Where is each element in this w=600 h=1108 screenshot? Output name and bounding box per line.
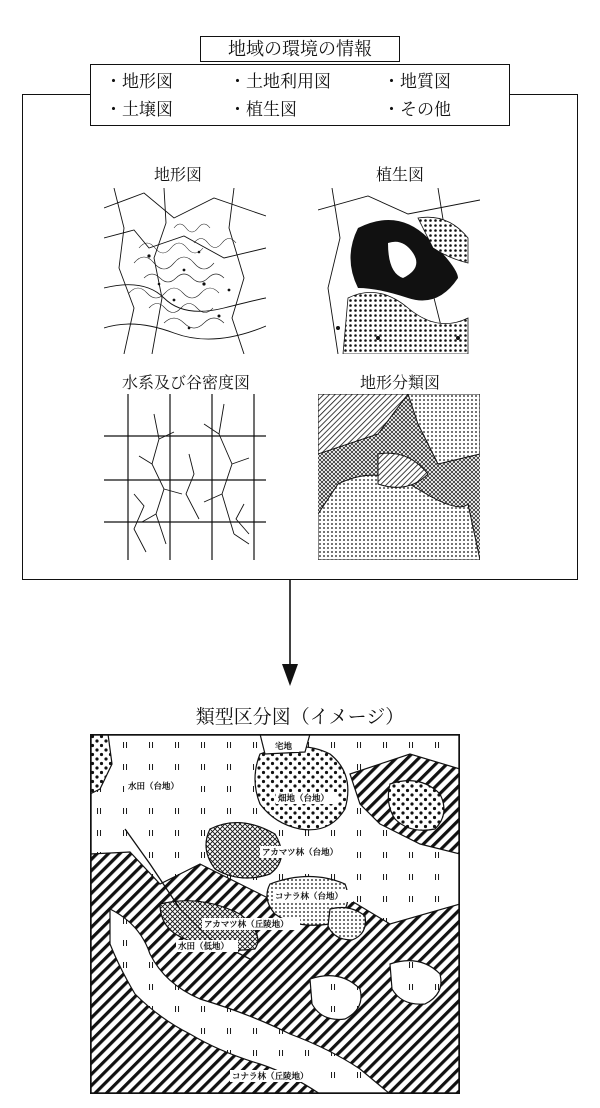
map-label-pine-hills (202, 918, 300, 930)
classification-map-title: 類型区分図（イメージ） (195, 706, 405, 728)
thumb-label-drainage: 水系及び谷密度図 (121, 373, 250, 392)
vegetation-map-thumbnail (318, 188, 480, 354)
map-label-field-plateau (276, 792, 338, 804)
map-label-konara-plateau-text: コナラ林（台地） (275, 892, 344, 902)
drainage-density-map-thumbnail (104, 394, 266, 560)
topographic-map-thumbnail (104, 188, 266, 354)
landform-classification-map-thumbnail (318, 394, 480, 560)
thumb-label-landform: 地形分類図 (359, 373, 440, 392)
list-item-topographic-map: ・地形図 (105, 72, 173, 92)
map-label-pine-plateau (260, 846, 344, 858)
map-label-konara-hills (230, 1070, 322, 1082)
map-label-residential-text: 宅地 (275, 742, 293, 752)
classification-map (90, 734, 460, 1094)
thumb-label-topographic: 地形図 (153, 165, 202, 184)
list-item-geological-map: ・地質図 (383, 72, 451, 92)
information-list (90, 64, 510, 126)
map-label-paddy-lowland-text: 水田（低地） (178, 942, 230, 952)
thumb-label-vegetation: 植生図 (375, 165, 424, 184)
information-title: 地域の環境の情報 (200, 36, 400, 62)
list-item-vegetation-map: ・植生図 (229, 100, 297, 120)
list-item-land-use-map: ・土地利用図 (229, 72, 331, 92)
list-item-other: ・その他 (383, 100, 451, 120)
map-label-paddy-plateau-text: 水田（台地） (128, 782, 180, 792)
flow-arrow (278, 580, 302, 688)
map-label-paddy-plateau (126, 780, 190, 792)
map-label-pine-plateau-text: アカマツ林（台地） (262, 848, 339, 858)
map-label-konara-hills-text: コナラ林（丘陵地） (232, 1072, 309, 1082)
list-item-soil-map: ・土壌図 (105, 100, 173, 120)
map-label-konara-plateau (273, 890, 353, 902)
map-label-field-plateau-text: 畑地（台地） (278, 794, 330, 804)
map-label-pine-hills-text: アカマツ林（丘陵地） (204, 920, 289, 930)
map-label-residential (273, 740, 299, 752)
map-label-paddy-lowland (176, 940, 238, 952)
